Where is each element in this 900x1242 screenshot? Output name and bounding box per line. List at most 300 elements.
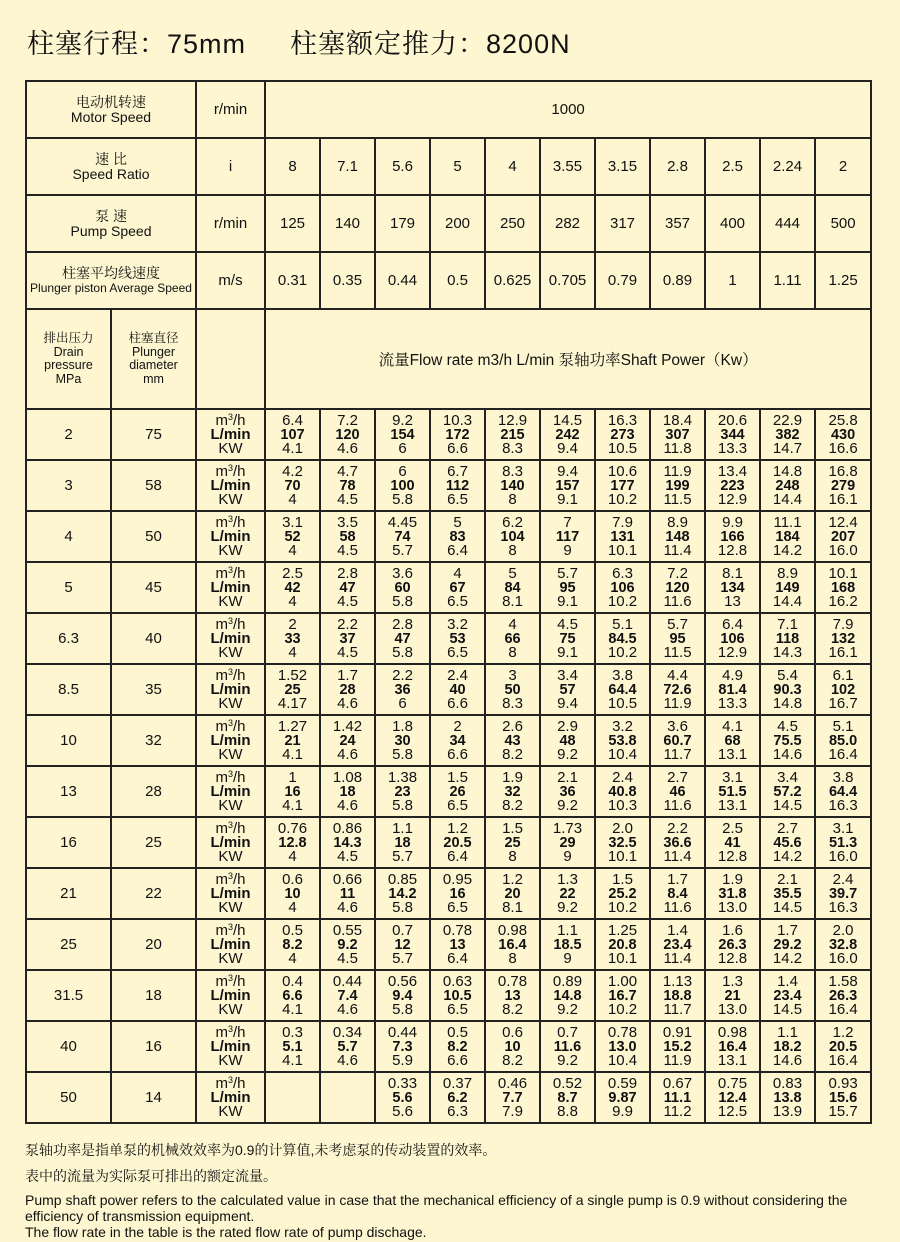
shaft-power-value: 11.4 <box>663 847 692 865</box>
flow-m3h-value: 1.3 <box>722 972 743 990</box>
unit-m3h-tail: /h <box>233 513 246 531</box>
unit-cell <box>196 409 265 460</box>
flow-power-cell <box>595 409 650 460</box>
flow-m3h-value: 2.4 <box>612 768 633 786</box>
unit-cell <box>196 919 265 970</box>
flow-m3h-value: 0.63 <box>442 972 473 990</box>
flow-power-cell <box>320 1021 375 1072</box>
flow-power-cell <box>815 460 871 511</box>
flow-lmin-value: 35.5 <box>773 885 802 902</box>
unit-m3h-base: m <box>215 615 228 633</box>
flow-power-cell <box>815 511 871 562</box>
shaft-power-value: 10.3 <box>607 796 638 814</box>
shaft-power-value: 9.4 <box>557 694 578 712</box>
shaft-power-value: 14.6 <box>772 1051 803 1069</box>
plunger-diameter-cell: 40 <box>111 613 196 664</box>
flow-lmin-value: 58 <box>339 528 356 545</box>
flow-m3h-value: 2.1 <box>557 768 578 786</box>
shaft-power-value: 8.2 <box>502 1000 523 1018</box>
flow-lmin-value: 75.5 <box>773 732 802 749</box>
flow-lmin-value: 33 <box>284 630 301 647</box>
flow-m3h-value: 1.25 <box>607 921 638 939</box>
unit-m3h-sup: 3 <box>228 717 234 728</box>
flow-power-cell <box>265 715 320 766</box>
shaft-power-value: 8.2 <box>502 1051 523 1069</box>
pump-value: 400 <box>705 195 760 252</box>
flow-m3h-value: 0.44 <box>387 1023 418 1041</box>
flow-power-cell <box>650 817 705 868</box>
flow-lmin-value: 20 <box>504 885 521 902</box>
flow-lmin-value: 68 <box>724 732 741 749</box>
ratio-value: 3.55 <box>540 138 595 195</box>
flow-m3h-value: 2.6 <box>502 717 523 735</box>
flow-m3h-value: 1.7 <box>667 870 688 888</box>
flow-m3h-value: 1.58 <box>828 972 858 990</box>
flow-lmin-value: 14.3 <box>333 834 362 851</box>
subheader-unit-blank <box>196 309 265 409</box>
flow-power-cell <box>760 1072 815 1123</box>
flow-power-cell <box>595 766 650 817</box>
flow-lmin-value: 140 <box>500 477 525 494</box>
flow-power-cell <box>650 715 705 766</box>
flow-m3h-value: 0.5 <box>282 921 303 939</box>
flow-lmin-value: 31.8 <box>718 885 747 902</box>
flow-m3h-value: 2.0 <box>832 921 854 939</box>
flow-lmin-value: 157 <box>555 477 580 494</box>
flow-power-cell <box>540 664 595 715</box>
unit-m3h-base: m <box>215 768 228 786</box>
ratio-value: 2.24 <box>760 138 815 195</box>
motor-speed-row <box>26 81 871 138</box>
flow-m3h-value: 1.5 <box>447 768 468 786</box>
shaft-power-value: 16.7 <box>828 694 858 712</box>
flow-power-cell <box>320 460 375 511</box>
note-cn-2: 表中的流量为实际泵可排出的额定流量。 <box>25 1168 277 1184</box>
drain-pressure-cell: 21 <box>26 868 111 919</box>
ratio-value: 2.8 <box>650 138 705 195</box>
flow-lmin-value: 36.6 <box>663 834 692 851</box>
plunger-value: 1.25 <box>815 252 871 309</box>
flow-m3h-value: 13.4 <box>717 462 748 480</box>
unit-lmin: L/min <box>210 527 251 545</box>
shaft-power-value: 6.5 <box>447 796 468 814</box>
flow-power-cell <box>540 409 595 460</box>
flow-power-cell <box>595 1072 650 1123</box>
flow-power-cell <box>375 868 430 919</box>
flow-m3h-value: 5.1 <box>612 615 633 633</box>
flow-m3h-value: 7 <box>563 513 572 531</box>
flow-power-cell <box>760 766 815 817</box>
shaft-power-value: 6.6 <box>447 1051 468 1069</box>
plunger-value: 0.79 <box>595 252 650 309</box>
shaft-power-value: 4.6 <box>337 898 358 916</box>
unit-m3h-base: m <box>215 513 228 531</box>
unit-m3h-base: m <box>215 972 228 990</box>
flow-lmin-value: 16.4 <box>718 1038 747 1055</box>
unit-m3h-tail: /h <box>233 972 246 990</box>
flow-lmin-value: 64.4 <box>608 681 637 698</box>
data-row <box>26 817 871 868</box>
shaft-power-value: 4 <box>288 898 297 916</box>
shaft-power-value: 9.4 <box>557 439 578 457</box>
flow-m3h-value: 1.38 <box>387 768 418 786</box>
flow-m3h-value: 2.8 <box>392 615 413 633</box>
shaft-power-value: 4 <box>288 949 297 967</box>
flow-m3h-value: 1.9 <box>722 870 743 888</box>
flow-m3h-value: 3.1 <box>722 768 743 786</box>
speed-ratio-unit: i <box>196 138 265 195</box>
unit-m3h-sup: 3 <box>228 819 234 830</box>
unit-m3h-sup: 3 <box>228 462 234 473</box>
flow-power-cell <box>430 664 485 715</box>
flow-lmin-value: 42 <box>284 579 301 596</box>
flow-m3h-value: 1.5 <box>502 819 523 837</box>
unit-m3h-sup: 3 <box>228 768 234 779</box>
flow-m3h-value: 0.52 <box>552 1074 583 1092</box>
flow-power-cell <box>815 562 871 613</box>
flow-lmin-value: 23.4 <box>773 987 802 1004</box>
shaft-power-value: 4 <box>288 847 297 865</box>
unit-cell <box>196 1021 265 1072</box>
motor-speed-cn: 电动机转速 <box>76 93 146 110</box>
unit-m3h-tail: /h <box>233 1023 246 1041</box>
shaft-power-value: 12.8 <box>717 541 748 559</box>
flow-power-cell <box>485 919 540 970</box>
flow-lmin-value: 16 <box>449 885 466 902</box>
shaft-power-value: 16.0 <box>828 541 858 559</box>
shaft-power-value: 16.2 <box>828 592 858 610</box>
shaft-power-value: 10.2 <box>607 898 638 916</box>
flow-lmin-value: 72.6 <box>663 681 692 698</box>
pump-value: 125 <box>265 195 320 252</box>
shaft-power-value: 4.5 <box>337 592 358 610</box>
unit-m3h-sup: 3 <box>228 513 234 524</box>
pump-value: 500 <box>815 195 871 252</box>
flow-power-cell <box>375 664 430 715</box>
flow-lmin-value: 78 <box>339 477 356 494</box>
shaft-power-value: 14.2 <box>772 847 803 865</box>
flow-power-cell <box>265 613 320 664</box>
flow-m3h-value: 8.3 <box>502 462 523 480</box>
flow-power-cell <box>430 766 485 817</box>
plunger-diameter-cell: 32 <box>111 715 196 766</box>
flow-lmin-value: 207 <box>830 528 856 545</box>
pump-value: 140 <box>320 195 375 252</box>
shaft-power-value: 13.3 <box>717 439 748 457</box>
drain-pressure-cell: 40 <box>26 1021 111 1072</box>
flow-m3h-value: 1.00 <box>607 972 638 990</box>
shaft-power-value: 8 <box>508 541 517 559</box>
unit-m3h-tail: /h <box>233 768 246 786</box>
flow-m3h-value: 1.4 <box>667 921 688 939</box>
flow-power-cell <box>430 1072 485 1123</box>
shaft-power-value: 9.2 <box>557 1000 578 1018</box>
flow-lmin-value: 8.7 <box>557 1089 578 1106</box>
unit-m3h-base: m <box>215 1074 228 1092</box>
flow-power-cell <box>485 562 540 613</box>
shaft-power-value: 4.6 <box>337 1000 358 1018</box>
shaft-power-value: 5.8 <box>392 898 413 916</box>
flow-power-cell <box>375 817 430 868</box>
flow-lmin-value: 95 <box>559 579 576 596</box>
flow-lmin-value: 134 <box>720 579 745 596</box>
ratio-value: 8 <box>265 138 320 195</box>
plunger-diameter-cell: 75 <box>111 409 196 460</box>
flow-lmin-value: 6.6 <box>282 987 303 1004</box>
flow-lmin-value: 11.1 <box>663 1089 692 1106</box>
flow-m3h-value: 0.5 <box>447 1023 468 1041</box>
flow-lmin-value: 40 <box>449 681 466 698</box>
unit-kw: KW <box>218 847 243 865</box>
flow-lmin-value: 223 <box>720 477 745 494</box>
flow-power-cell <box>430 511 485 562</box>
shaft-power-value: 11.4 <box>663 541 692 559</box>
flow-lmin-value: 70 <box>284 477 301 494</box>
shaft-power-value: 8.2 <box>502 745 523 763</box>
plunger-value: 0.705 <box>540 252 595 309</box>
unit-m3h-tail: /h <box>233 564 246 582</box>
flow-lmin-value: 199 <box>665 477 690 494</box>
flow-power-cell <box>650 1072 705 1123</box>
shaft-power-value: 9.2 <box>557 745 578 763</box>
flow-power-cell <box>815 766 871 817</box>
flow-power-cell <box>485 766 540 817</box>
shaft-power-value: 4.1 <box>282 796 303 814</box>
flow-m3h-value: 3.1 <box>832 819 854 837</box>
shaft-power-value: 6 <box>398 439 407 457</box>
flow-m3h-value: 7.1 <box>777 615 798 633</box>
flow-power-cell <box>760 919 815 970</box>
plunger-value: 1.11 <box>760 252 815 309</box>
flow-m3h-value: 3.1 <box>282 513 303 531</box>
flow-m3h-value: 20.6 <box>717 411 748 429</box>
plunger-speed-label <box>26 252 196 309</box>
flow-power-cell <box>485 511 540 562</box>
shaft-power-value: 4.6 <box>337 1051 358 1069</box>
flow-lmin-value: 16.4 <box>498 936 527 953</box>
flow-m3h-value: 5 <box>453 513 462 531</box>
flow-power-cell <box>485 1072 540 1123</box>
unit-lmin: L/min <box>210 578 251 596</box>
flow-m3h-value: 2.8 <box>337 564 358 582</box>
shaft-power-value: 6.6 <box>447 439 468 457</box>
flow-power-cell <box>540 766 595 817</box>
flow-m3h-value: 14.5 <box>552 411 583 429</box>
flow-lmin-value: 382 <box>775 426 800 443</box>
shaft-power-value: 10.2 <box>607 643 638 661</box>
flow-lmin-value: 85.0 <box>828 732 858 749</box>
flow-m3h-value: 11.1 <box>773 513 802 531</box>
shaft-power-value: 11.7 <box>663 1000 692 1018</box>
flow-power-cell <box>540 715 595 766</box>
flow-power-cell <box>320 715 375 766</box>
drain-pressure-header <box>26 309 111 409</box>
flow-m3h-value: 0.78 <box>607 1023 638 1041</box>
flow-m3h-value: 3.4 <box>557 666 578 684</box>
data-row <box>26 460 871 511</box>
shaft-power-value: 8.2 <box>502 796 523 814</box>
flow-power-cell <box>540 460 595 511</box>
unit-m3h-base: m <box>215 819 228 837</box>
flow-m3h-value: 0.76 <box>277 819 308 837</box>
flow-power-cell <box>705 511 760 562</box>
shaft-power-value: 10.2 <box>607 592 638 610</box>
flow-lmin-value: 81.4 <box>718 681 747 698</box>
shaft-power-value: 14.4 <box>772 592 803 610</box>
flow-power-cell <box>650 409 705 460</box>
flow-lmin-value: 53.8 <box>608 732 637 749</box>
shaft-power-value: 4.6 <box>337 439 358 457</box>
data-row <box>26 715 871 766</box>
unit-m3h-sup: 3 <box>228 411 234 422</box>
flow-m3h-value: 6.2 <box>502 513 523 531</box>
flow-lmin-value: 57.2 <box>773 783 802 800</box>
data-row <box>26 409 871 460</box>
flow-lmin-value: 32.5 <box>608 834 637 851</box>
pump-value: 250 <box>485 195 540 252</box>
flow-m3h-value: 0.7 <box>392 921 413 939</box>
flow-power-cell <box>320 1072 375 1123</box>
flow-lmin-value: 12.8 <box>278 834 307 851</box>
flow-lmin-value: 154 <box>390 426 415 443</box>
drain-pressure-cell: 31.5 <box>26 970 111 1021</box>
flow-power-cell <box>375 613 430 664</box>
flow-lmin-value: 74 <box>394 528 411 545</box>
flow-power-cell <box>375 460 430 511</box>
flow-power-cell <box>265 970 320 1021</box>
flow-power-cell <box>760 1021 815 1072</box>
plunger-diameter-cell: 20 <box>111 919 196 970</box>
shaft-power-value: 10.1 <box>607 949 638 967</box>
ratio-value: 7.1 <box>320 138 375 195</box>
flow-lmin-value: 5.7 <box>337 1038 358 1055</box>
flow-m3h-value: 2.4 <box>447 666 468 684</box>
flow-lmin-value: 8.2 <box>447 1038 468 1055</box>
flow-power-cell <box>760 715 815 766</box>
unit-m3h-tail: /h <box>233 411 246 429</box>
shaft-power-value: 16.3 <box>828 796 858 814</box>
shaft-power-value: 6.5 <box>447 643 468 661</box>
shaft-power-value: 9 <box>563 949 572 967</box>
speed-ratio-en: Speed Ratio <box>72 165 150 182</box>
shaft-power-value: 9.1 <box>557 592 578 610</box>
flow-power-cell <box>595 919 650 970</box>
flow-m3h-value: 7.2 <box>337 411 358 429</box>
flow-m3h-value: 5 <box>508 564 517 582</box>
flow-lmin-value: 12 <box>394 936 411 953</box>
unit-kw: KW <box>218 898 243 916</box>
plunger-diameter-cell: 16 <box>111 1021 196 1072</box>
flow-lmin-value: 84 <box>504 579 521 596</box>
flow-power-cell <box>815 1072 871 1123</box>
shaft-power-value: 12.8 <box>717 949 748 967</box>
flow-m3h-value: 1.2 <box>832 1023 854 1041</box>
flow-m3h-value: 7.9 <box>612 513 633 531</box>
drain-pressure-en2: pressure <box>44 358 93 372</box>
flow-lmin-value: 66 <box>504 630 521 647</box>
unit-m3h-sup: 3 <box>228 870 234 881</box>
flow-power-cell <box>375 715 430 766</box>
flow-power-cell <box>815 409 871 460</box>
flow-power-cell <box>760 511 815 562</box>
flow-m3h-value: 4.9 <box>722 666 743 684</box>
flow-lmin-value: 18.5 <box>553 936 582 953</box>
flow-lmin-value: 120 <box>665 579 690 596</box>
flow-lmin-value: 52 <box>284 528 301 545</box>
flow-m3h-value: 0.56 <box>387 972 418 990</box>
flow-power-cell <box>705 919 760 970</box>
flow-m3h-value: 1.2 <box>502 870 523 888</box>
flow-m3h-value: 2.9 <box>557 717 578 735</box>
flow-lmin-value: 344 <box>720 426 745 443</box>
drain-pressure-unit: MPa <box>55 371 82 386</box>
flow-power-cell <box>485 715 540 766</box>
flow-m3h-value: 5.1 <box>832 717 854 735</box>
flow-lmin-value: 90.3 <box>773 681 802 698</box>
data-row <box>26 1021 871 1072</box>
unit-cell <box>196 613 265 664</box>
flow-lmin-value: 166 <box>720 528 745 545</box>
unit-kw: KW <box>218 694 243 712</box>
ratio-value: 2 <box>815 138 871 195</box>
flow-lmin-value: 41 <box>724 834 741 851</box>
flow-m3h-value: 1.52 <box>277 666 308 684</box>
flow-lmin-value: 48 <box>559 732 576 749</box>
flow-power-cell <box>540 1072 595 1123</box>
shaft-power-value: 12.9 <box>717 490 748 508</box>
flow-power-cell <box>265 919 320 970</box>
shaft-power-value: 9.2 <box>557 796 578 814</box>
speed-ratio-label <box>26 138 196 195</box>
flow-m3h-value: 1.8 <box>392 717 413 735</box>
unit-m3h-tail: /h <box>233 921 246 939</box>
shaft-power-value: 13.1 <box>717 1051 748 1069</box>
flow-power-cell <box>760 817 815 868</box>
flow-power-cell <box>265 817 320 868</box>
unit-m3h-base: m <box>215 666 228 684</box>
flow-m3h-value: 3 <box>508 666 517 684</box>
shaft-power-value: 5.6 <box>392 1102 413 1120</box>
flow-m3h-value: 0.67 <box>662 1074 693 1092</box>
flow-lmin-value: 84.5 <box>608 630 637 647</box>
shaft-power-value: 5.7 <box>392 949 413 967</box>
flow-m3h-value: 3.6 <box>392 564 413 582</box>
flow-power-cell <box>760 868 815 919</box>
drain-pressure-cell: 2 <box>26 409 111 460</box>
flow-m3h-value: 7.2 <box>667 564 688 582</box>
shaft-power-value: 12.5 <box>717 1102 748 1120</box>
flow-m3h-value: 6.1 <box>832 666 854 684</box>
unit-m3h-sup: 3 <box>228 921 234 932</box>
flow-lmin-value: 28 <box>339 681 356 698</box>
shaft-power-value: 14.3 <box>772 643 803 661</box>
unit-m3h-tail: /h <box>233 717 246 735</box>
unit-lmin: L/min <box>210 731 251 749</box>
flow-m3h-value: 2.2 <box>337 615 358 633</box>
pump-speed-cn: 泵 速 <box>95 207 127 224</box>
flow-power-cell <box>595 613 650 664</box>
flow-lmin-value: 112 <box>445 477 470 494</box>
flow-lmin-value: 117 <box>555 528 580 545</box>
flow-power-cell <box>375 970 430 1021</box>
flow-m3h-value: 2.0 <box>612 819 633 837</box>
drain-pressure-en1: Drain <box>53 344 84 359</box>
flow-m3h-value: 3.8 <box>832 768 854 786</box>
flow-power-cell <box>375 766 430 817</box>
flow-m3h-value: 0.89 <box>552 972 583 990</box>
unit-cell <box>196 766 265 817</box>
shaft-power-value: 16.3 <box>828 898 858 916</box>
